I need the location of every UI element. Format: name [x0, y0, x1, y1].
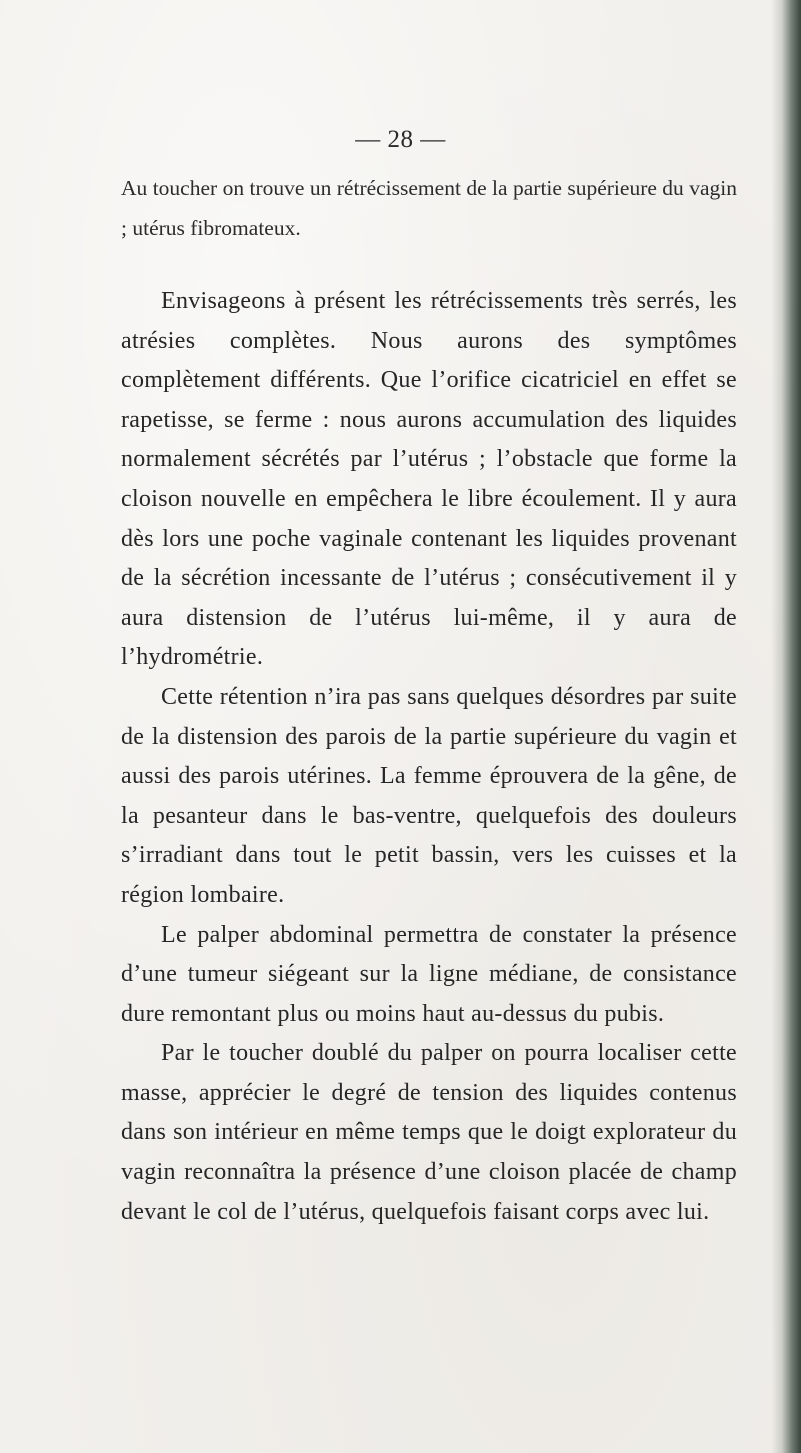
- page-number: — 28 —: [355, 126, 446, 153]
- paragraph-toucher: Par le toucher doublé du palper on pourra localiser cette masse, apprécier le degré de tension des liquides contenus dans son intérieur en même temps que le doigt explorateur du vagin reconnaîtra la présence d’une cloison placée de champ devant le col de l’utérus, quelquefois faisant corps avec lui.: [121, 1040, 737, 1225]
- paragraph-atresies: Envisageons à présent les rétrécissements très serrés, les atrésies complètes. Nous aurons des symptômes complètement différents. Que l’orifice cicatriciel en effet se rapetisse, se ferme : nous aurons accumulation des liquides normalement sécrétés par l’utérus ; l’obstacle que forme la cloison nouvelle en empêchera le libre écoulement. Il y aura dès lors une poche vaginale contenant les liquides provenant de la sécrétion incessante de l’utérus ; consécutivement il y aura distension de l’utérus lui-même, il y aura de l’hydrométrie.: [121, 288, 737, 671]
- paragraph-palper-abdominal: Le palper abdominal permettra de constater la présence d’une tumeur siégeant sur la ligne médiane, de consistance dure remontant plus ou moins haut au-dessus du pubis.: [121, 921, 737, 1027]
- page-binding-edge: [771, 0, 801, 1453]
- paragraph-retention: Cette rétention n’ira pas sans quelques désordres par suite de la distension des parois de la partie supérieure du vagin et aussi des parois utérines. La femme éprouvera de la gêne, de la pesanteur dans le bas-ventre, quelquefois des douleurs s’irradiant dans tout le petit bassin, vers les cuisses et la région lombaire.: [121, 683, 737, 908]
- main-text: [121, 282, 737, 1232]
- case-note-paragraph: Au toucher on trouve un rétrécissement de la partie supérieure du vagin ; utérus fibromateux.: [121, 176, 737, 240]
